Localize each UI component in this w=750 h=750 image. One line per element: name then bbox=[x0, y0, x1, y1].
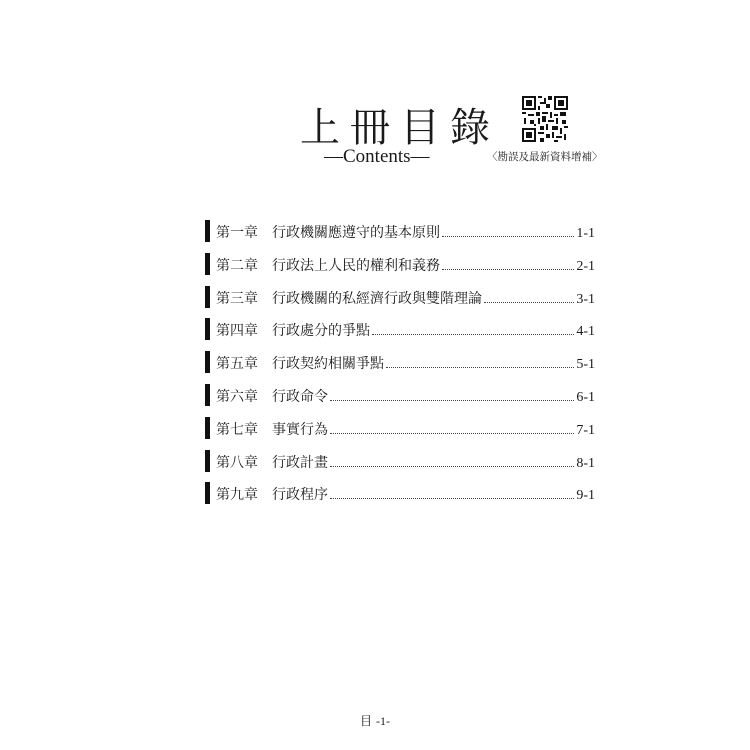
chapter-marker bbox=[205, 482, 210, 504]
chapter-title: 行政計畫 bbox=[272, 454, 328, 471]
toc-row[interactable] bbox=[205, 480, 595, 504]
toc-row[interactable] bbox=[205, 218, 595, 242]
toc-row[interactable] bbox=[205, 349, 595, 373]
page-title: 上冊目錄 bbox=[300, 105, 500, 151]
chapter-marker bbox=[205, 351, 210, 373]
chapter-title: 行政機關應遵守的基本原則 bbox=[272, 225, 440, 241]
chapter-title: 行政契約相關爭點 bbox=[272, 356, 384, 373]
page-number: 6-1 bbox=[576, 389, 595, 405]
chapter-number: 第三章 bbox=[216, 290, 258, 307]
toc-row[interactable] bbox=[205, 316, 595, 340]
chapter-title: 行政處分的爭點 bbox=[272, 323, 370, 340]
toc-row[interactable] bbox=[205, 382, 595, 406]
page-number: 4-1 bbox=[576, 324, 595, 340]
toc-row[interactable] bbox=[205, 251, 595, 275]
chapter-marker bbox=[205, 450, 210, 472]
chapter-title: 事實行為 bbox=[272, 421, 328, 438]
chapter-number: 第六章 bbox=[216, 388, 258, 405]
chapter-marker bbox=[205, 286, 210, 308]
chapter-marker bbox=[205, 417, 210, 439]
footer-label: 目 bbox=[359, 714, 372, 728]
page-footer bbox=[0, 712, 750, 729]
leader-dots bbox=[442, 235, 574, 237]
chapter-marker bbox=[205, 253, 210, 275]
page-number: 1-1 bbox=[576, 226, 595, 241]
chapter-number: 第一章 bbox=[216, 225, 258, 241]
leader-dots bbox=[330, 399, 574, 401]
toc-row[interactable] bbox=[205, 448, 595, 472]
page-number: 3-1 bbox=[576, 291, 595, 307]
chapter-title: 行政命令 bbox=[272, 388, 328, 405]
table-of-contents bbox=[205, 218, 595, 513]
chapter-marker bbox=[205, 220, 210, 242]
page-number: 9-1 bbox=[576, 488, 595, 504]
chapter-number: 第七章 bbox=[216, 421, 258, 438]
chapter-title: 行政法上人民的權利和義務 bbox=[272, 257, 440, 274]
page-number: 8-1 bbox=[576, 455, 595, 471]
leader-dots bbox=[386, 366, 574, 368]
chapter-title: 行政機關的私經濟行政與雙階理論 bbox=[272, 290, 482, 307]
chapter-number: 第四章 bbox=[216, 323, 258, 340]
qr-caption: 〈勘誤及最新資料增補〉 bbox=[487, 151, 603, 163]
page-number: 5-1 bbox=[576, 357, 595, 373]
footer-page-number: -1- bbox=[376, 714, 390, 728]
leader-dots bbox=[330, 465, 574, 467]
chapter-number: 第五章 bbox=[216, 356, 258, 373]
leader-dots bbox=[484, 301, 574, 303]
chapter-number: 第二章 bbox=[216, 257, 258, 274]
toc-row[interactable] bbox=[205, 415, 595, 439]
chapter-marker bbox=[205, 384, 210, 406]
page-number: 7-1 bbox=[576, 422, 595, 438]
chapter-title: 行政程序 bbox=[272, 487, 328, 504]
toc-row[interactable] bbox=[205, 284, 595, 308]
chapter-number: 第八章 bbox=[216, 454, 258, 471]
leader-dots bbox=[330, 497, 574, 499]
qr-code-icon[interactable] bbox=[522, 96, 568, 142]
chapter-number: 第九章 bbox=[216, 487, 258, 504]
page-number: 2-1 bbox=[576, 258, 595, 274]
chapter-marker bbox=[205, 318, 210, 340]
page-subtitle: —Contents— bbox=[324, 146, 430, 167]
leader-dots bbox=[442, 268, 574, 270]
leader-dots bbox=[330, 432, 574, 434]
leader-dots bbox=[372, 333, 574, 335]
